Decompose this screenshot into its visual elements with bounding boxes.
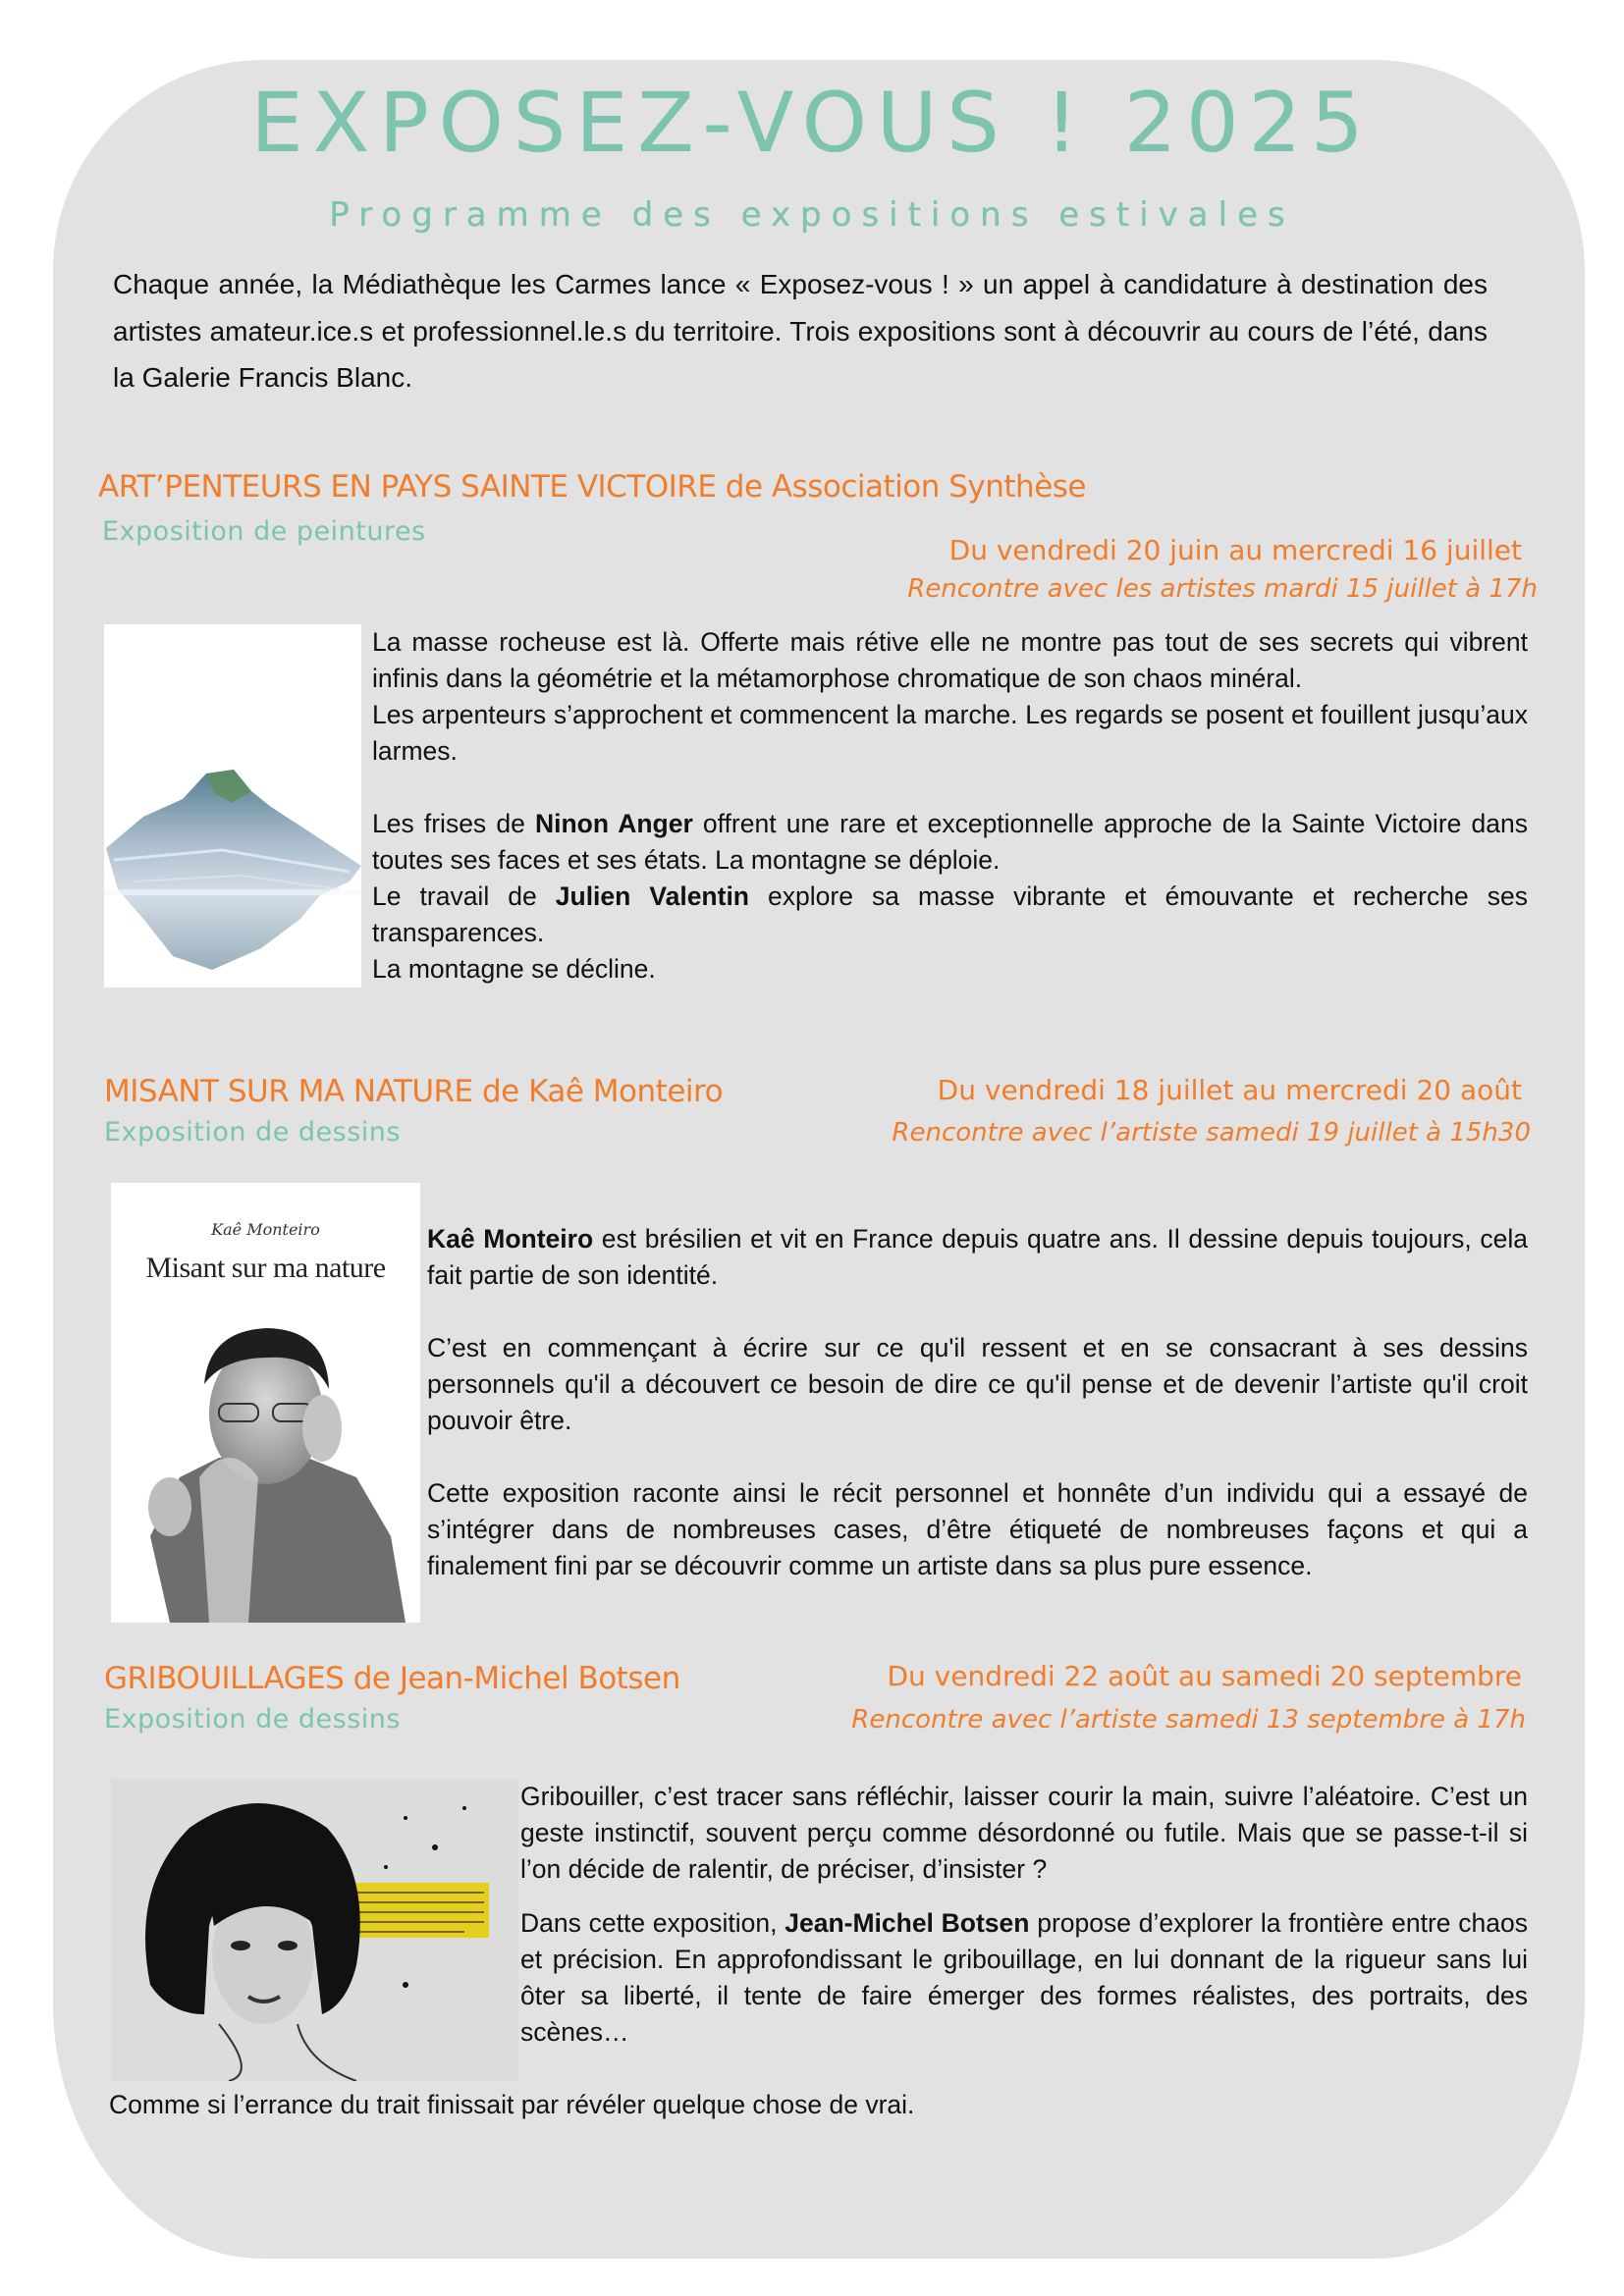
- description-paragraph: Kaê Monteiro est brésilien et vit en France depuis quatre ans. Il dessine depuis toujours, cela fait partie de son identité.: [427, 1224, 1528, 1290]
- description-paragraph: Les arpenteurs s’approchent et commencent la marche. Les regards se posent et fouillent jusqu’aux larmes.: [372, 700, 1528, 766]
- artist-name: Julien Valentin: [555, 881, 749, 911]
- closing-line: Comme si l’errance du trait finissait par révéler quelque chose de vrai.: [109, 2090, 915, 2119]
- artist-name: Jean-Michel Botsen: [785, 1908, 1030, 1938]
- exhibition-1-dates: Du vendredi 20 juin au mercredi 16 juillet: [948, 534, 1522, 566]
- artist-name: Kaê Monteiro: [427, 1224, 594, 1254]
- exhibition-1-meeting: Rencontre avec les artistes mardi 15 juillet à 17h: [907, 574, 1538, 604]
- book-title: Misant sur ma nature: [145, 1252, 386, 1284]
- artist-name: Ninon Anger: [534, 809, 693, 838]
- exhibition-3-image: [111, 1779, 518, 2081]
- description-paragraph: Dans cette exposition, Jean-Michel Botsen propose d’explorer la frontière entre chaos et précision. En approfondissant le gribouillage, en lui donnant de la rigueur sans lui ôter sa liberté, il tente de faire émerger des formes réalistes, des portraits, des scènes…: [520, 1908, 1529, 2047]
- exhibition-2-description: [427, 1221, 1528, 1584]
- exhibition-1-description: [372, 624, 1528, 988]
- exhibition-1-image: [104, 624, 361, 988]
- exhibition-2-meeting: Rencontre avec l’artiste samedi 19 juillet à 15h30: [892, 1118, 1531, 1148]
- exhibition-1-type: Exposition de peintures: [102, 516, 426, 547]
- page-title: EXPOSEZ-VOUS ! 2025: [250, 75, 1374, 171]
- description-paragraph: Gribouiller, c’est tracer sans réfléchir, laisser courir la main, suivre l’aléatoire. C’est un geste instinctif, souvent perçu comme désordonné ou futile. Mais que se passe-t-il si l’on décide de ralentir, de préciser, d’insister ?: [520, 1782, 1528, 1884]
- portrait-photo-icon: [111, 1183, 420, 1623]
- description-paragraph: Le travail de Julien Valentin explore sa masse vibrante et émouvante et recherche ses transparences.: [372, 881, 1528, 947]
- exhibition-3-title: GRIBOUILLAGES de Jean-Michel Botsen: [104, 1661, 680, 1696]
- description-paragraph: La masse rocheuse est là. Offerte mais rétive elle ne montre pas tout de ses secrets qui vibrent infinis dans la géométrie et la métamorphose chromatique de son chaos minéral.: [372, 627, 1528, 693]
- description-paragraph: C’est en commençant à écrire sur ce qu'il ressent et en se consacrant à ses dessins personnels qu'il a découvert ce besoin de dire ce qu'il pense et de devenir l’artiste qu'il croit pouvoir être.: [427, 1333, 1528, 1435]
- exhibition-3-description: [520, 1779, 1528, 2051]
- intro-paragraph: Chaque année, la Médiathèque les Carmes lance « Exposez-vous ! » un appel à candidature à destination des artistes amateur.ice.s et professionnel.le.s du territoire. Trois expositions sont à découvrir au cours de l’été, dans la Galerie Francis Blanc.: [113, 269, 1488, 393]
- mountain-painting-icon: [104, 624, 361, 988]
- exhibition-2-type: Exposition de dessins: [104, 1117, 401, 1148]
- exhibition-3-type: Exposition de dessins: [104, 1704, 401, 1735]
- description-paragraph: Cette exposition raconte ainsi le récit personnel et honnête d’un individu qui a essayé de s’intégrer dans de nombreuses cases, d’être étiqueté de nombreuses façons et qui a finalement fini par se découvrir comme un artiste dans sa plus pure essence.: [427, 1478, 1528, 1580]
- exhibition-2-title: MISANT SUR MA NATURE de Kaê Monteiro: [104, 1074, 724, 1109]
- exhibition-2-image: [111, 1183, 420, 1623]
- description-paragraph: La montagne se décline.: [372, 954, 656, 984]
- book-signature: Kaê Monteiro: [211, 1220, 320, 1239]
- exhibition-2-dates: Du vendredi 18 juillet au mercredi 20 août: [937, 1074, 1522, 1106]
- page-subtitle: Programme des expositions estivales: [329, 195, 1295, 235]
- scribble-portrait-icon: [111, 1779, 518, 2081]
- exhibition-1-title: ART’PENTEURS EN PAYS SAINTE VICTOIRE de Association Synthèse: [98, 469, 1087, 505]
- exhibition-3-meeting: Rencontre avec l’artiste samedi 13 septembre à 17h: [851, 1705, 1526, 1735]
- exhibition-3-dates: Du vendredi 22 août au samedi 20 septembre: [887, 1660, 1522, 1692]
- description-paragraph: Les frises de Ninon Anger offrent une rare et exceptionnelle approche de la Sainte Victoire dans toutes ses faces et ses états. La montagne se déploie.: [372, 809, 1528, 875]
